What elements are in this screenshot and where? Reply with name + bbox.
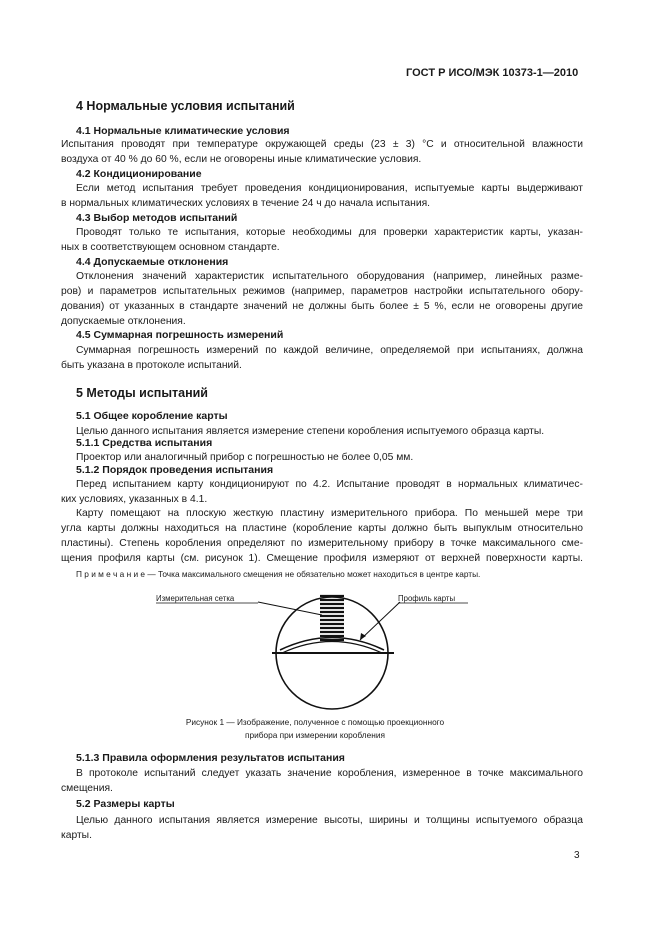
section-5-1-3-line2: смещения. [61, 783, 113, 794]
section-5-1-2-p1-line1: Перед испытанием карту кондиционируют по 4.2. Испытание проводят в нормальных климатичес- [76, 479, 583, 490]
section-5-1-1-line1: Проектор или аналогичный прибор с погрешностью не более 0,05 мм. [76, 452, 414, 463]
label-card-profile: Профиль карты [398, 594, 456, 603]
section-5-1-title: 5.1 Общее коробление карты [76, 410, 228, 422]
section-5-1-line1: Целью данного испытания является измерение степени коробления испытуемого образца карты. [76, 426, 545, 437]
section-5-1-2-title: 5.1.2 Порядок проведения испытания [76, 464, 274, 476]
figure-1-drawing [150, 585, 490, 710]
section-4-2-line1: Если метод испытания требует проведения кондиционирования, испытуемые карты выдерживают [76, 183, 583, 194]
section-4-4-line1: Отклонения значений характеристик испытательного оборудования (например, линейных разме- [76, 271, 583, 282]
section-5-1-2-p2-line3: пластины). Степень коробления определяют по измерительному прибору в точке максимального сме- [61, 538, 583, 549]
section-4-5-line2: быть указана в протоколе испытаний. [61, 360, 242, 371]
section-5-2-line1: Целью данного испытания является измерение высоты, ширины и толщины испытуемого образца [76, 815, 583, 826]
section-4-4-line3: дования) от указанных в стандарте значений не должны быть более ± 5 %, если не оговорены другие [61, 301, 583, 312]
section-4-title: 4 Нормальные условия испытаний [76, 99, 295, 113]
section-5-1-1-title: 5.1.1 Средства испытания [76, 437, 213, 449]
section-5-1-3-title: 5.1.3 Правила оформления результатов испытания [76, 752, 345, 764]
measuring-grid [320, 596, 344, 640]
label-measuring-grid: Измерительная сетка [156, 594, 235, 603]
section-4-1-line2: воздуха от 40 % до 60 %, если не оговорены иные климатические условия. [61, 154, 422, 165]
section-5-2-line2: карты. [61, 830, 92, 841]
section-5-1-2-p1-line2: ких условиях, указанных в 4.1. [61, 494, 208, 505]
section-4-3-line2: ных в соответствующем основном стандарте. [61, 242, 280, 253]
section-4-2-title: 4.2 Кондиционирование [76, 168, 202, 180]
section-4-3-title: 4.3 Выбор методов испытаний [76, 212, 238, 224]
note: П р и м е ч а н и е — Точка максимального смещения не обязательно может находиться в центре карты. [76, 569, 481, 579]
arrow-head [360, 633, 366, 640]
section-4-2-line2: в нормальных климатических условиях в течение 24 ч до начала испытания. [61, 198, 431, 209]
section-5-1-2-p2-line1: Карту помещают на плоскую жесткую пластину измерительного прибора. По меньшей мере три [76, 508, 583, 519]
section-4-4-title: 4.4 Допускаемые отклонения [76, 256, 229, 268]
section-5-1-3-line1: В протоколе испытаний следует указать значение коробления, измеренное в точке максимального [76, 768, 583, 779]
section-5-1-2-p2-line4: щения профиля карты (см. рисунок 1). Смещение профиля измеряют от верхней поверхности карты. [61, 553, 583, 564]
figure-1-caption [130, 716, 500, 741]
figure-1-caption-line2: прибора при измерении коробления [245, 729, 385, 740]
leader-grid [258, 602, 322, 615]
section-4-4-line4: допускаемые отклонения. [61, 316, 186, 327]
section-4-5-line1: Суммарная погрешность измерений по каждой величине, определяемой при испытаниях, должна [76, 345, 583, 356]
section-5-1-2-p2-line2: угла карты должны находиться на пластине (коробление карты должно быть выпуклым относительно [61, 523, 583, 534]
figure-1-caption-line1: Рисунок 1 — Изображение, полученное с помощью проекционного [185, 717, 445, 727]
section-5-2-title: 5.2 Размеры карты [76, 798, 175, 810]
section-4-4-line2: ров) и параметров испытательных режимов (например, параметров настройки испытательного обору- [61, 286, 583, 297]
standard-header: ГОСТ Р ИСО/МЭК 10373-1—2010 [406, 67, 579, 79]
section-4-1-line1: Испытания проводят при температуре окружающей среды (23 ± 3) °С и относительной влажности [61, 139, 583, 150]
section-4-3-line1: Проводят только те испытания, которые необходимы для проверки характеристик карты, указан- [76, 227, 583, 238]
section-5-title: 5 Методы испытаний [76, 386, 208, 400]
page-number: 3 [574, 850, 580, 861]
section-4-1-title: 4.1 Нормальные климатические условия [76, 125, 290, 137]
section-4-5-title: 4.5 Суммарная погрешность измерений [76, 329, 284, 341]
